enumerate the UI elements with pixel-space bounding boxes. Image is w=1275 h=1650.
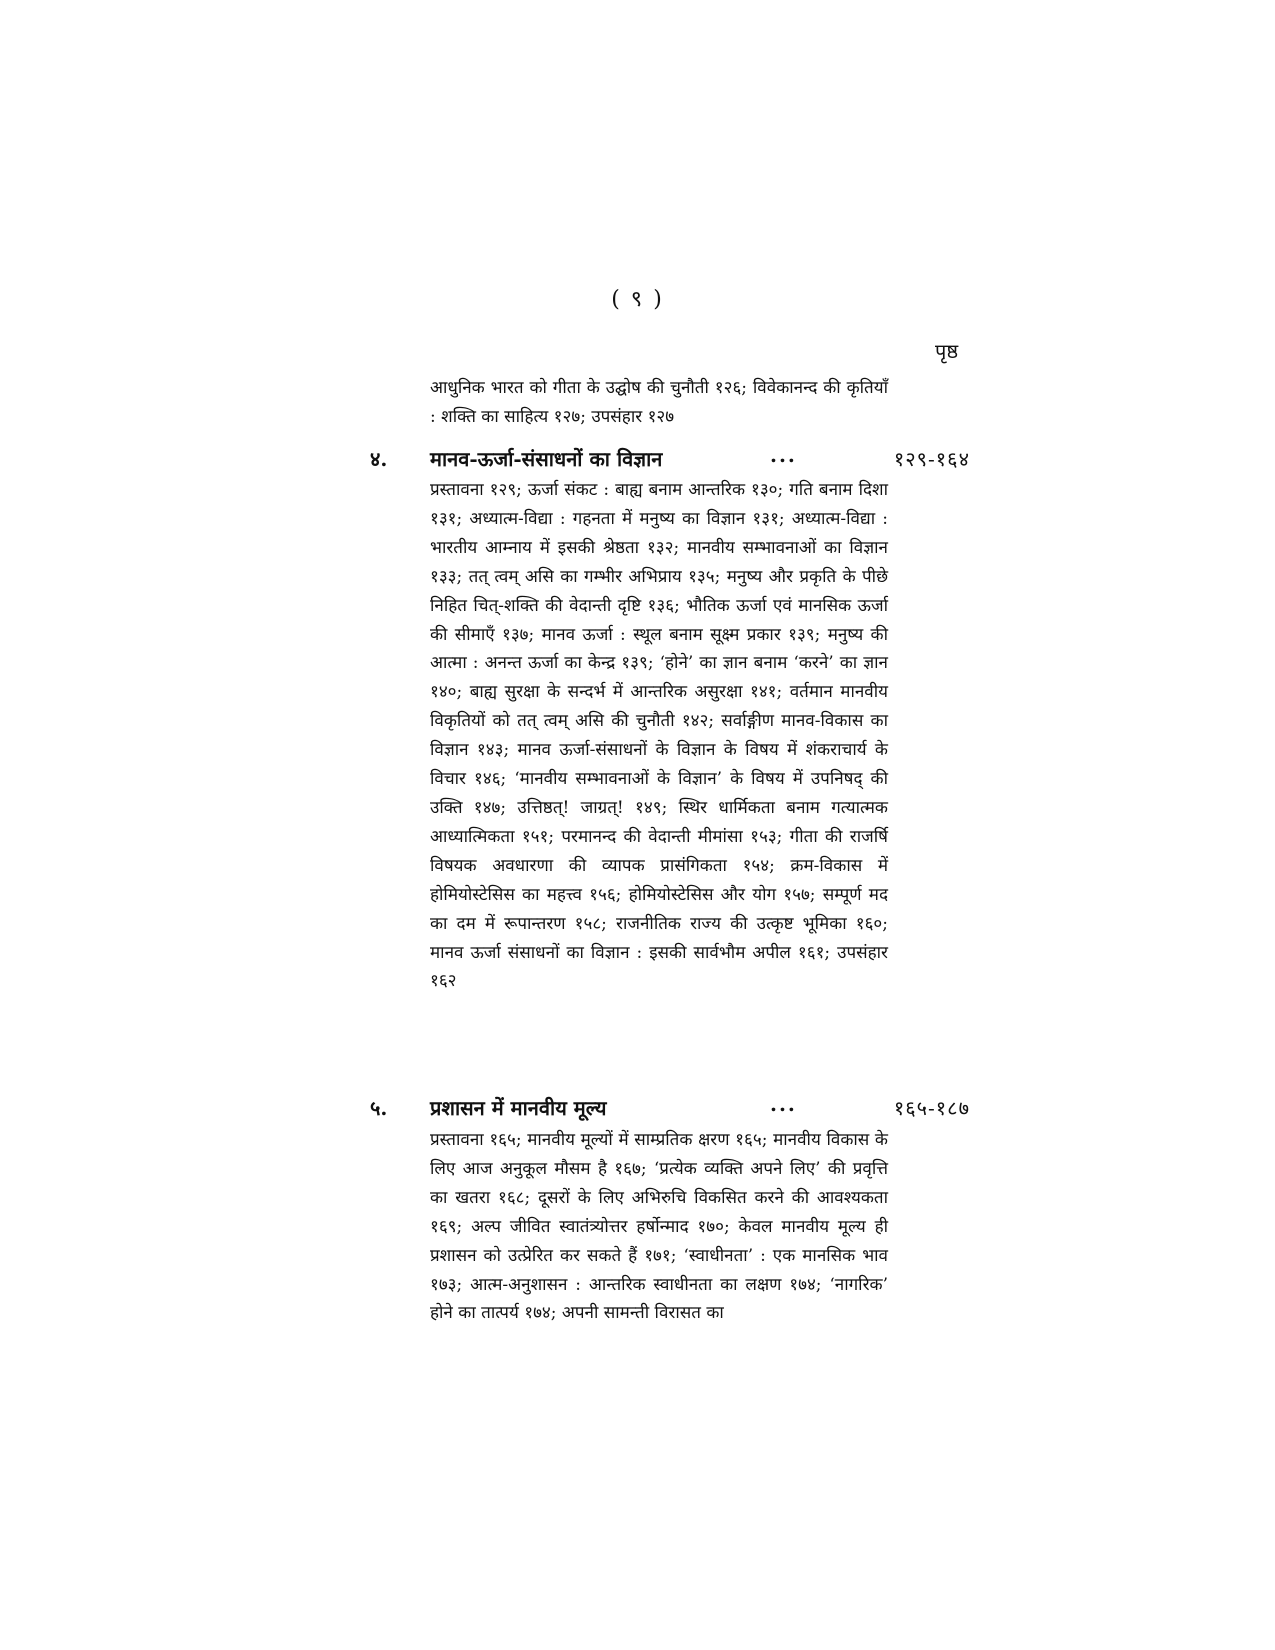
chapter-number: ४. bbox=[370, 447, 388, 471]
leader-dots: ... bbox=[770, 443, 797, 467]
chapter-heading-4 bbox=[370, 445, 970, 475]
chapter-number: ५. bbox=[370, 1096, 388, 1120]
leader-dots: ... bbox=[770, 1092, 797, 1116]
chapter-page-range: १६५-१८७ bbox=[893, 1096, 970, 1120]
chapter-title: प्रशासन में मानवीय मूल्य bbox=[430, 1096, 607, 1120]
page-column-header: पृष्ठ bbox=[935, 339, 959, 363]
page-number: ( ९ ) bbox=[611, 287, 664, 312]
chapter-heading-5 bbox=[370, 1094, 970, 1124]
chapter-page-range: १२९-१६४ bbox=[893, 447, 970, 471]
chapter-summary-4: प्रस्तावना १२९; ऊर्जा संकट : बाह्य बनाम आन्तरिक १३०; गति बनाम दिशा १३१; अध्यात्म-विद्या : गहनता में मनुष्य का विज्ञान १३१; अध्यात्म-विद्या : भारतीय आम्नाय में इसकी श्रेष्ठता १३२; मानवीय सम्भावनाओं का विज्ञान १३३; तत् त्वम् असि का गम्भीर अभिप्राय १३५; मनुष्य और प्रकृति के पीछे निहित चित्-शक्ति की वेदान्ती दृष्टि १३६; भौतिक ऊर्जा एवं मानसिक ऊर्जा की सीमाएँ १३७; मानव ऊर्जा : स्थूल बनाम सूक्ष्म प्रकार १३९; मनुष्य की आत्मा : अनन्त ऊर्जा का केन्द्र १३९; ‘होने’ का ज्ञान बनाम ‘करने’ का ज्ञान १४०; बाह्य सुरक्षा के सन्दर्भ में आन्तरिक असुरक्षा १४१; वर्तमान मानवीय विकृतियों को तत् त्वम् असि की चुनौती १४२; सर्वाङ्गीण मानव-विकास का विज्ञान १४३; मानव ऊर्जा-संसाधनों के विज्ञान के विषय में शंकराचार्य के विचार १४६; ‘मानवीय सम्भावनाओं के विज्ञान’ के विषय में उपनिषद् की उक्ति १४७; उत्तिष्ठत्! जाग्रत्! १४९; स्थिर धार्मिकता बनाम गत्यात्मक आध्यात्मिकता १५१; परमानन्द की वेदान्ती मीमांसा १५३; गीता की राजर्षि विषयक अवधारणा की व्यापक प्रासंगिकता १५४; क्रम-विकास में होमियोस्टेसिस का महत्त्व १५६; होमियोस्टेसिस और योग १५७; सम्पूर्ण मद का दम में रूपान्तरण १५८; राजनीतिक राज्य की उत्कृष्ट भूमिका १६०; मानव ऊर्जा संसाधनों का विज्ञान : इसकी सार्वभौम अपील १६१; उपसंहार १६२ bbox=[430, 480, 888, 992]
chapter-title: मानव-ऊर्जा-संसाधनों का विज्ञान bbox=[430, 447, 663, 471]
continuation-text: आधुनिक भारत को गीता के उद्घोष की चुनौती १२६; विवेकानन्द की कृतियाँ : शक्ति का साहित्य १२७; उपसंहार १२७ bbox=[430, 378, 888, 427]
chapter-summary-5: प्रस्तावना १६५; मानवीय मूल्यों में साम्प्रतिक क्षरण १६५; मानवीय विकास के लिए आज अनुकूल मौसम है १६७; ‘प्रत्येक व्यक्ति अपने लिए’ की प्रवृत्ति का खतरा १६८; दूसरों के लिए अभिरुचि विकसित करने की आवश्यकता १६९; अल्प जीवित स्वातंत्र्योत्तर हर्षोन्माद १७०; केवल मानवीय मूल्य ही प्रशासन को उत्प्रेरित कर सकते हैं १७१; ‘स्वाधीनता’ : एक मानसिक भाव १७३; आत्म-अनुशासन : आन्तरिक स्वाधीनता का लक्षण १७४; ‘नागरिक’ होने का तात्पर्य १७४; अपनी सामन्ती विरासत का bbox=[430, 1130, 888, 1324]
